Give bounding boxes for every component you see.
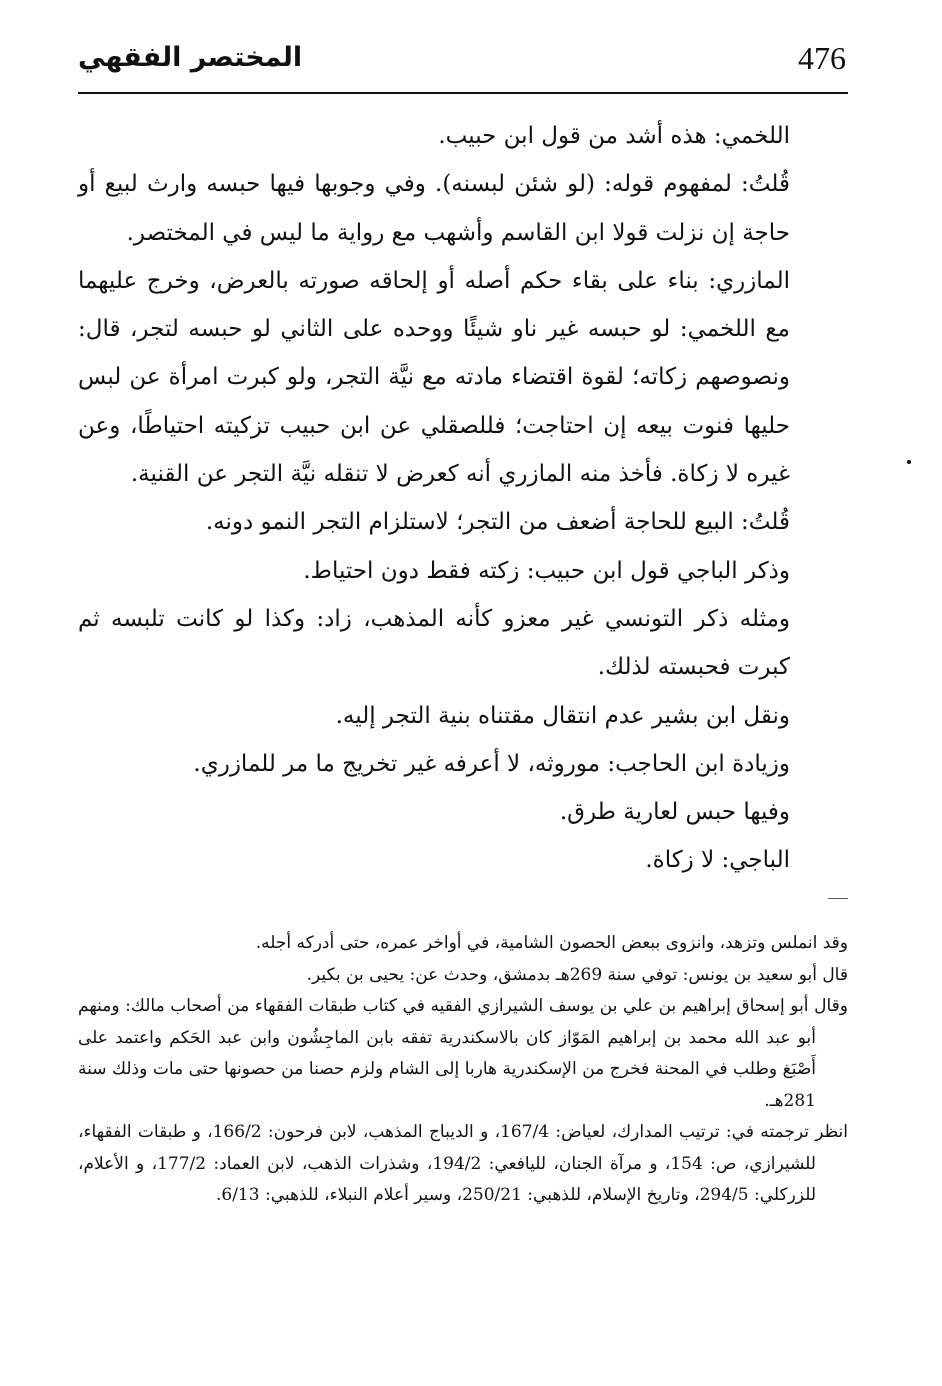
- header-rule: [78, 92, 848, 94]
- paragraph: ومثله ذكر التونسي غير معزو كأنه المذهب، زاد: وكذا لو كانت تلبسه ثم كبرت فحبسته لذلك.: [78, 605, 790, 681]
- paragraph: الباجي: لا زكاة.: [645, 847, 790, 874]
- footnote-paragraph: وقد انملس وتزهد، وانزوى ببعض الحصون الشامية، في أواخر عمره، حتى أدركه أجله.: [255, 933, 848, 953]
- page-number: 476: [798, 40, 846, 76]
- main-text: [78, 112, 848, 885]
- paragraph: ونقل ابن بشير عدم انتقال مقتناه بنية التجر إليه.: [335, 702, 790, 729]
- footnote-paragraph: وقال أبو إسحاق إبراهيم بن علي بن يوسف الشيرازي الفقيه في كتاب طبقات الفقهاء من أصحاب مالك: ومنهم أبو عبد الله محمد بن إبراهيم المَوّاز كان بالاسكندرية تفقه بابن الماجِشُون وابن عبد الحَكم واعتمد على أَصْبَغ وطلب في المحنة فخرج من الإسكندرية هاربا إلى الشام ولزم حصنا من حصونها حتى مات وذلك سنة 281هـ.: [78, 996, 848, 1111]
- running-title: المختصر الفقهي: [78, 42, 303, 73]
- footnotes: [78, 928, 848, 1212]
- paragraph: اللخمي: هذه أشد من قول ابن حبيب.: [438, 123, 790, 149]
- footnote-paragraph: قال أبو سعيد بن يونس: توفي سنة 269هـ بدمشق، وحدث عن: يحيى بن بكير.: [306, 964, 848, 985]
- paragraph: وزيادة ابن الحاجب: موروثه، لا أعرفه غير تخريج ما مر للمازري.: [193, 750, 790, 777]
- paragraph: قُلتُ: لمفهوم قوله: (لو شئن لبسنه). وفي وجوبها فيها حبسه وارث لبيع أو حاجة إن نزلت قولا ابن القاسم وأشهب مع رواية ما ليس في المختصر.: [78, 171, 790, 246]
- footnote-paragraph: انظر ترجمته في: ترتيب المدارك، لعياض: 167/4، و الديباج المذهب، لابن فرحون: 166/2، و طبقات الفقهاء، للشيرازي، ص: 154، و مرآة الجنان، لليافعي: 194/2، وشذرات الذهب، لابن العماد: 177/2، و الأعلام، للزركلي: 294/5، وتاريخ الإسلام، للذهبي: 250/21، وسير أعلام النبلاء، للذهبي: 6/13.: [78, 1122, 849, 1205]
- paragraph: وفيها حبس لعارية طرق.: [559, 799, 790, 826]
- paragraph: قُلتُ: البيع للحاجة أضعف من التجر؛ لاستلزام التجر النمو دونه.: [205, 509, 790, 536]
- paragraph: وذكر الباجي قول ابن حبيب: زكته فقط دون احتياط.: [303, 557, 790, 584]
- paragraph: المازري: بناء على بقاء حكم أصله أو إلحاقه صورته بالعرض، وخرج عليهما مع اللخمي: لو حبسه غير ناو شيئًا ووحده على الثاني لو حبسه لتجر، قال: ونصوصهم زكاته؛ لقوة اقتضاء مادته مع نيَّة التجر، ولو كبرت امرأة عن لبس حليها فنوت بيعه إن احتاجت؛ فللصقلي عن ابن حبيب تزكيته احتياطًا، وعن غيره لا زكاة. فأخذ منه المازري أنه كعرض لا تنقله نيَّة التجر عن القنية.: [78, 267, 790, 488]
- margin-mark: [907, 460, 911, 464]
- footnote-separator: [828, 898, 848, 899]
- page-header: [78, 36, 848, 94]
